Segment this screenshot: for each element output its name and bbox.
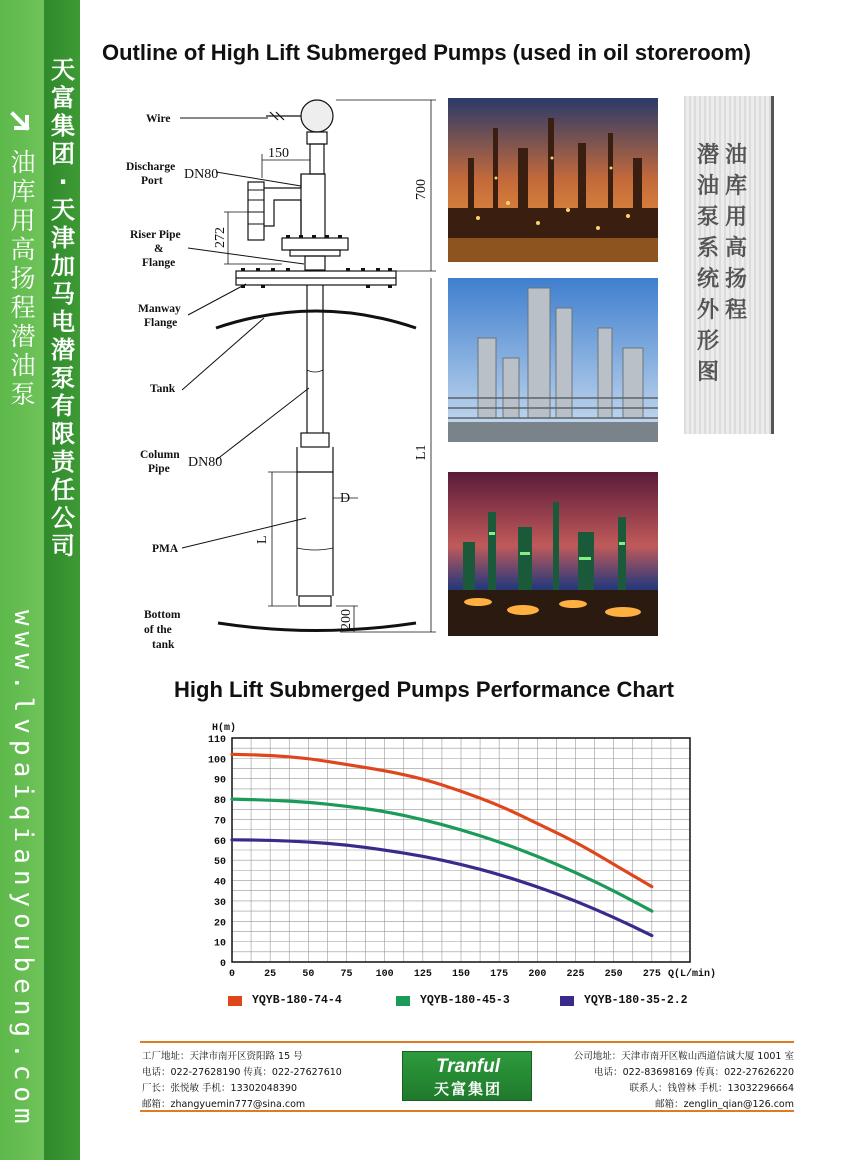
y-tick-label: 60 [213,836,226,848]
y-tick-label: 70 [213,816,226,828]
logo-text-cn: 天富集团 [433,1080,502,1098]
x-tick-label: 25 [264,969,277,978]
sidebar-subtitle: 油库用高扬程潜油泵 [10,148,36,409]
footer-left-line2: 电话：022-27628190 传真：022-27627610 [142,1067,342,1078]
x-tick-label: 75 [340,969,353,978]
y-tick-label: 0 [219,959,226,970]
y-tick-label: 100 [207,755,226,767]
x-tick-label: 225 [566,969,585,978]
label-riser-1: Riser Pipe [130,229,181,241]
dim-200: 200 [339,609,354,630]
y-tick-label: 90 [213,775,226,787]
y-tick-label: 20 [213,918,226,930]
dim-700: 700 [414,179,429,200]
arrow-down-right-icon [7,108,35,136]
y-tick-label: 10 [213,938,226,950]
footer-right-line2: 电话：022-83698169 传真：022-27626220 [594,1067,794,1078]
footer-right-line3: 联系人：钱曾林 手机：13032296664 [629,1083,794,1094]
label-bottom-2: of the [144,624,172,636]
y-tick-label: 40 [213,877,226,889]
footer-left-line3: 厂长：张悦敏 手机：13302048390 [142,1083,298,1094]
x-tick-label: 50 [302,969,315,978]
label-bottom-3: tank [152,639,175,651]
label-column-1: Column [140,449,180,461]
sidebar-website: www.lvpaiqianyoubeng.com [8,610,38,1130]
label-pma: PMA [152,543,179,555]
x-tick-label: 275 [642,969,661,978]
footer-right-line4: 邮箱：zenglin_qian@126.com [655,1099,794,1110]
label-column-2: Pipe [148,463,170,475]
label-wire: Wire [146,113,171,125]
dim-l1: L1 [414,444,429,460]
y-tick-label: 50 [213,857,226,869]
legend-item-2 [396,994,510,1007]
label-tank: Tank [150,383,176,395]
label-manway-1: Manway [138,303,181,315]
label-manway-2: Flange [144,317,178,329]
legend-item-3 [560,994,688,1007]
label-riser-2: & [154,243,164,255]
legend-swatch-2 [396,996,410,1006]
label-riser-3: Flange [142,257,176,269]
legend-label-3: YQYB-180-35-2.2 [584,994,688,1007]
refinery-photo-night [448,472,658,636]
chinese-title-col1: 油库用高扬程 [724,143,747,323]
footer-top-rule [140,1041,794,1043]
label-discharge-1: Discharge [126,161,176,173]
legend-label-2: YQYB-180-45-3 [420,994,510,1007]
chart-title: High Lift Submerged Pumps Performance Chart [174,677,674,702]
dim-l: L [255,535,270,544]
legend-swatch-3 [560,996,574,1006]
footer-left-line4: 邮箱：zhangyuemin777@sina.com [142,1099,306,1110]
dim-272: 272 [213,227,228,248]
y-tick-label: 110 [207,735,226,746]
y-tick-label: 80 [213,796,226,808]
x-tick-label: 150 [451,969,471,978]
legend-item-1 [228,994,342,1007]
label-discharge-2: Port [141,175,163,187]
footer-right-line1: 公司地址：天津市南开区鞍山西道信诚大厦 1001 室 [573,1051,794,1062]
x-tick-label: 250 [604,969,623,978]
dim-d: D [340,491,351,506]
dim-dn80-top: DN80 [184,167,219,182]
refinery-photo-sunset [448,98,658,262]
legend-swatch-1 [228,996,242,1006]
y-axis-label: H(m) [212,723,237,734]
x-tick-label: 100 [375,969,394,978]
tranful-logo [402,1051,532,1101]
junction-box [301,100,333,132]
y-tick-label: 30 [213,897,226,909]
page-title: Outline of High Lift Submerged Pumps (used in oil storeroom) [102,40,752,65]
footer-left-line1: 工厂地址：天津市南开区资阳路 15 号 [142,1051,303,1062]
logo-text-en: Tranful [435,1056,501,1077]
performance-chart [200,716,730,978]
label-bottom-1: Bottom [144,609,181,621]
chinese-title-col2: 潜油泵系统外形图 [696,143,719,385]
x-tick-label: 125 [413,969,432,978]
legend-label-1: YQYB-180-74-4 [252,994,342,1007]
pump-outline-diagram [96,88,446,656]
x-tick-label: 175 [490,969,509,978]
footer-bottom-rule [140,1110,794,1112]
dim-dn80-column: DN80 [188,455,223,470]
x-tick-label: 0 [228,969,236,978]
sidebar-company: 天富集团·天津加马电潜泵有限责任公司 [51,56,75,560]
dim-150: 150 [268,146,289,161]
x-axis-label: Q(L/min) [668,969,717,978]
x-tick-label: 200 [528,969,547,978]
refinery-photo-day [448,278,658,442]
